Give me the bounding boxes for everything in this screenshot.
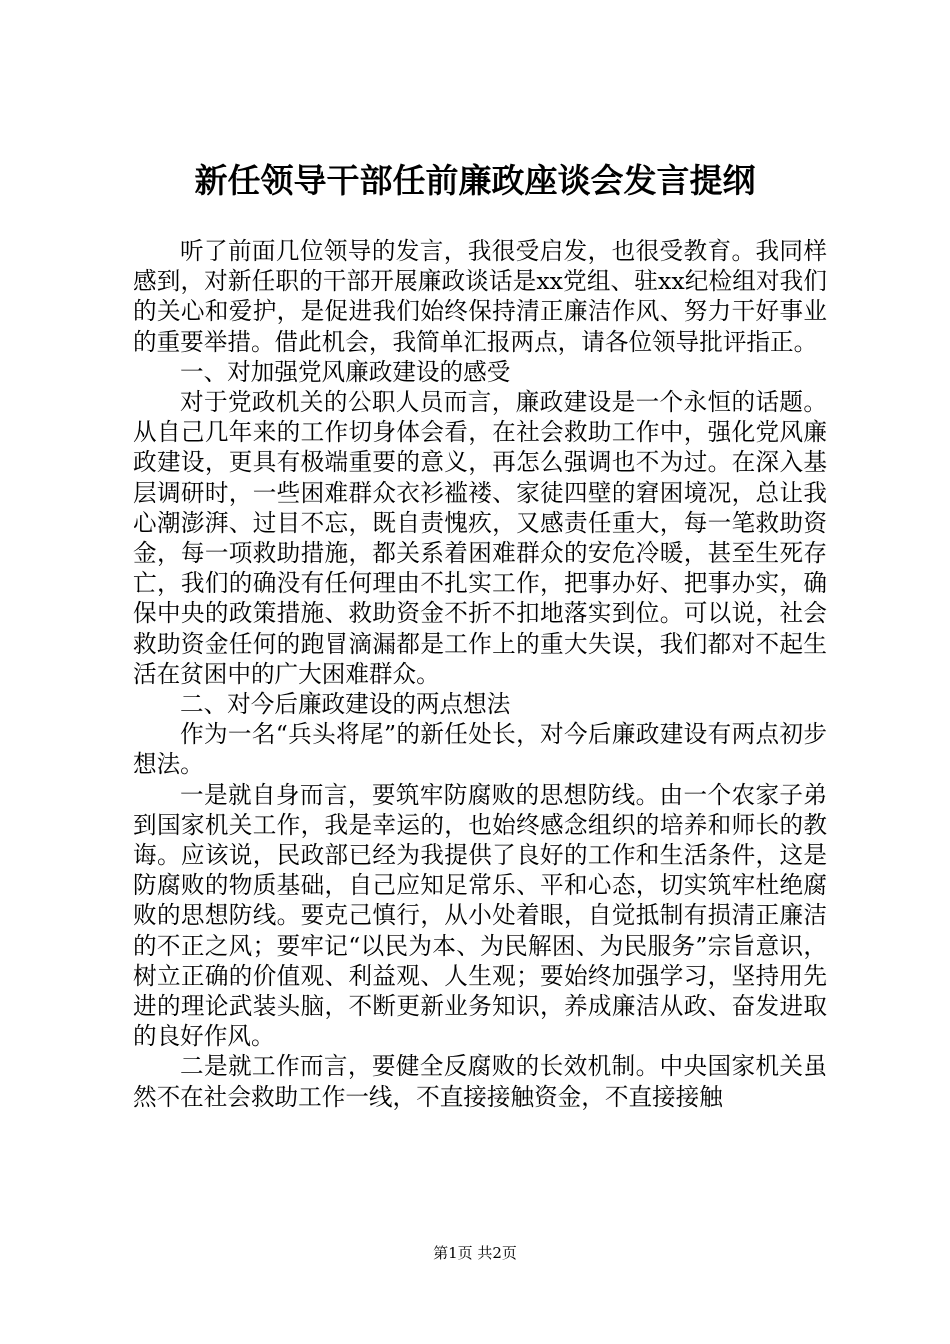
paragraph-point-2: 二是就工作而言，要健全反腐败的长效机制。中央国家机关虽然不在社会救助工作一线，不直接接触资金，不直接接触 <box>133 1052 827 1111</box>
paragraph-section-2-intro: 作为一名“兵头将尾”的新任处长，对今后廉政建设有两点初步想法。 <box>133 720 827 779</box>
document-body <box>133 236 827 1112</box>
page-number-footer: 第1页 共2页 <box>433 1244 517 1262</box>
section-heading-1: 一、对加强党风廉政建设的感受 <box>180 357 511 386</box>
paragraph-point-1: 一是就自身而言，要筑牢防腐败的思想防线。由一个农家子弟到国家机关工作，我是幸运的，也始终感念组织的培养和师长的教诲。应该说，民政部已经为我提供了良好的工作和生活条件，这是防腐败的物质基础，自己应知足常乐、平和心态，切实筑牢杜绝腐败的思想防线。要克己慎行，从小处着眼，自觉抵制有损清正廉洁的不正之风；要牢记“以民为本、为民解困、为民服务”宗旨意识，树立正确的价值观、利益观、人生观；要始终加强学习，坚持用先进的理论武装头脑，不断更新业务知识，养成廉洁从政、奋发进取的良好作风。 <box>133 780 827 1051</box>
paragraph-intro: 听了前面几位领导的发言，我很受启发，也很受教育。我同样感到，对新任职的干部开展廉政谈话是xx党组、驻xx纪检组对我们的关心和爱护，是促进我们始终保持清正廉洁作风、努力干好事业的重要举措。借此机会，我简单汇报两点，请各位领导批评指正。 <box>133 237 827 356</box>
section-heading-2: 二、对今后廉政建设的两点想法 <box>180 690 511 719</box>
document-title: 新任领导干部任前廉政座谈会发言提纲 <box>194 161 756 200</box>
paragraph-section-1: 对于党政机关的公职人员而言，廉政建设是一个永恒的话题。从自己几年来的工作切身体会看，在社会救助工作中，强化党风廉政建设，更具有极端重要的意义，再怎么强调也不为过。在深入基层调研时，一些困难群众衣衫褴褛、家徒四壁的窘困境况，总让我心潮澎湃、过目不忘，既自责愧疚，又感责任重大，每一笔救助资金，每一项救助措施，都关系着困难群众的安危冷暖，甚至生死存亡，我们的确没有任何理由不扎实工作，把事办好、把事办实，确保中央的政策措施、救助资金不折不扣地落实到位。可以说，社会救助资金任何的跑冒滴漏都是工作上的重大失误，我们都对不起生活在贫困中的广大困难群众。 <box>133 388 827 688</box>
